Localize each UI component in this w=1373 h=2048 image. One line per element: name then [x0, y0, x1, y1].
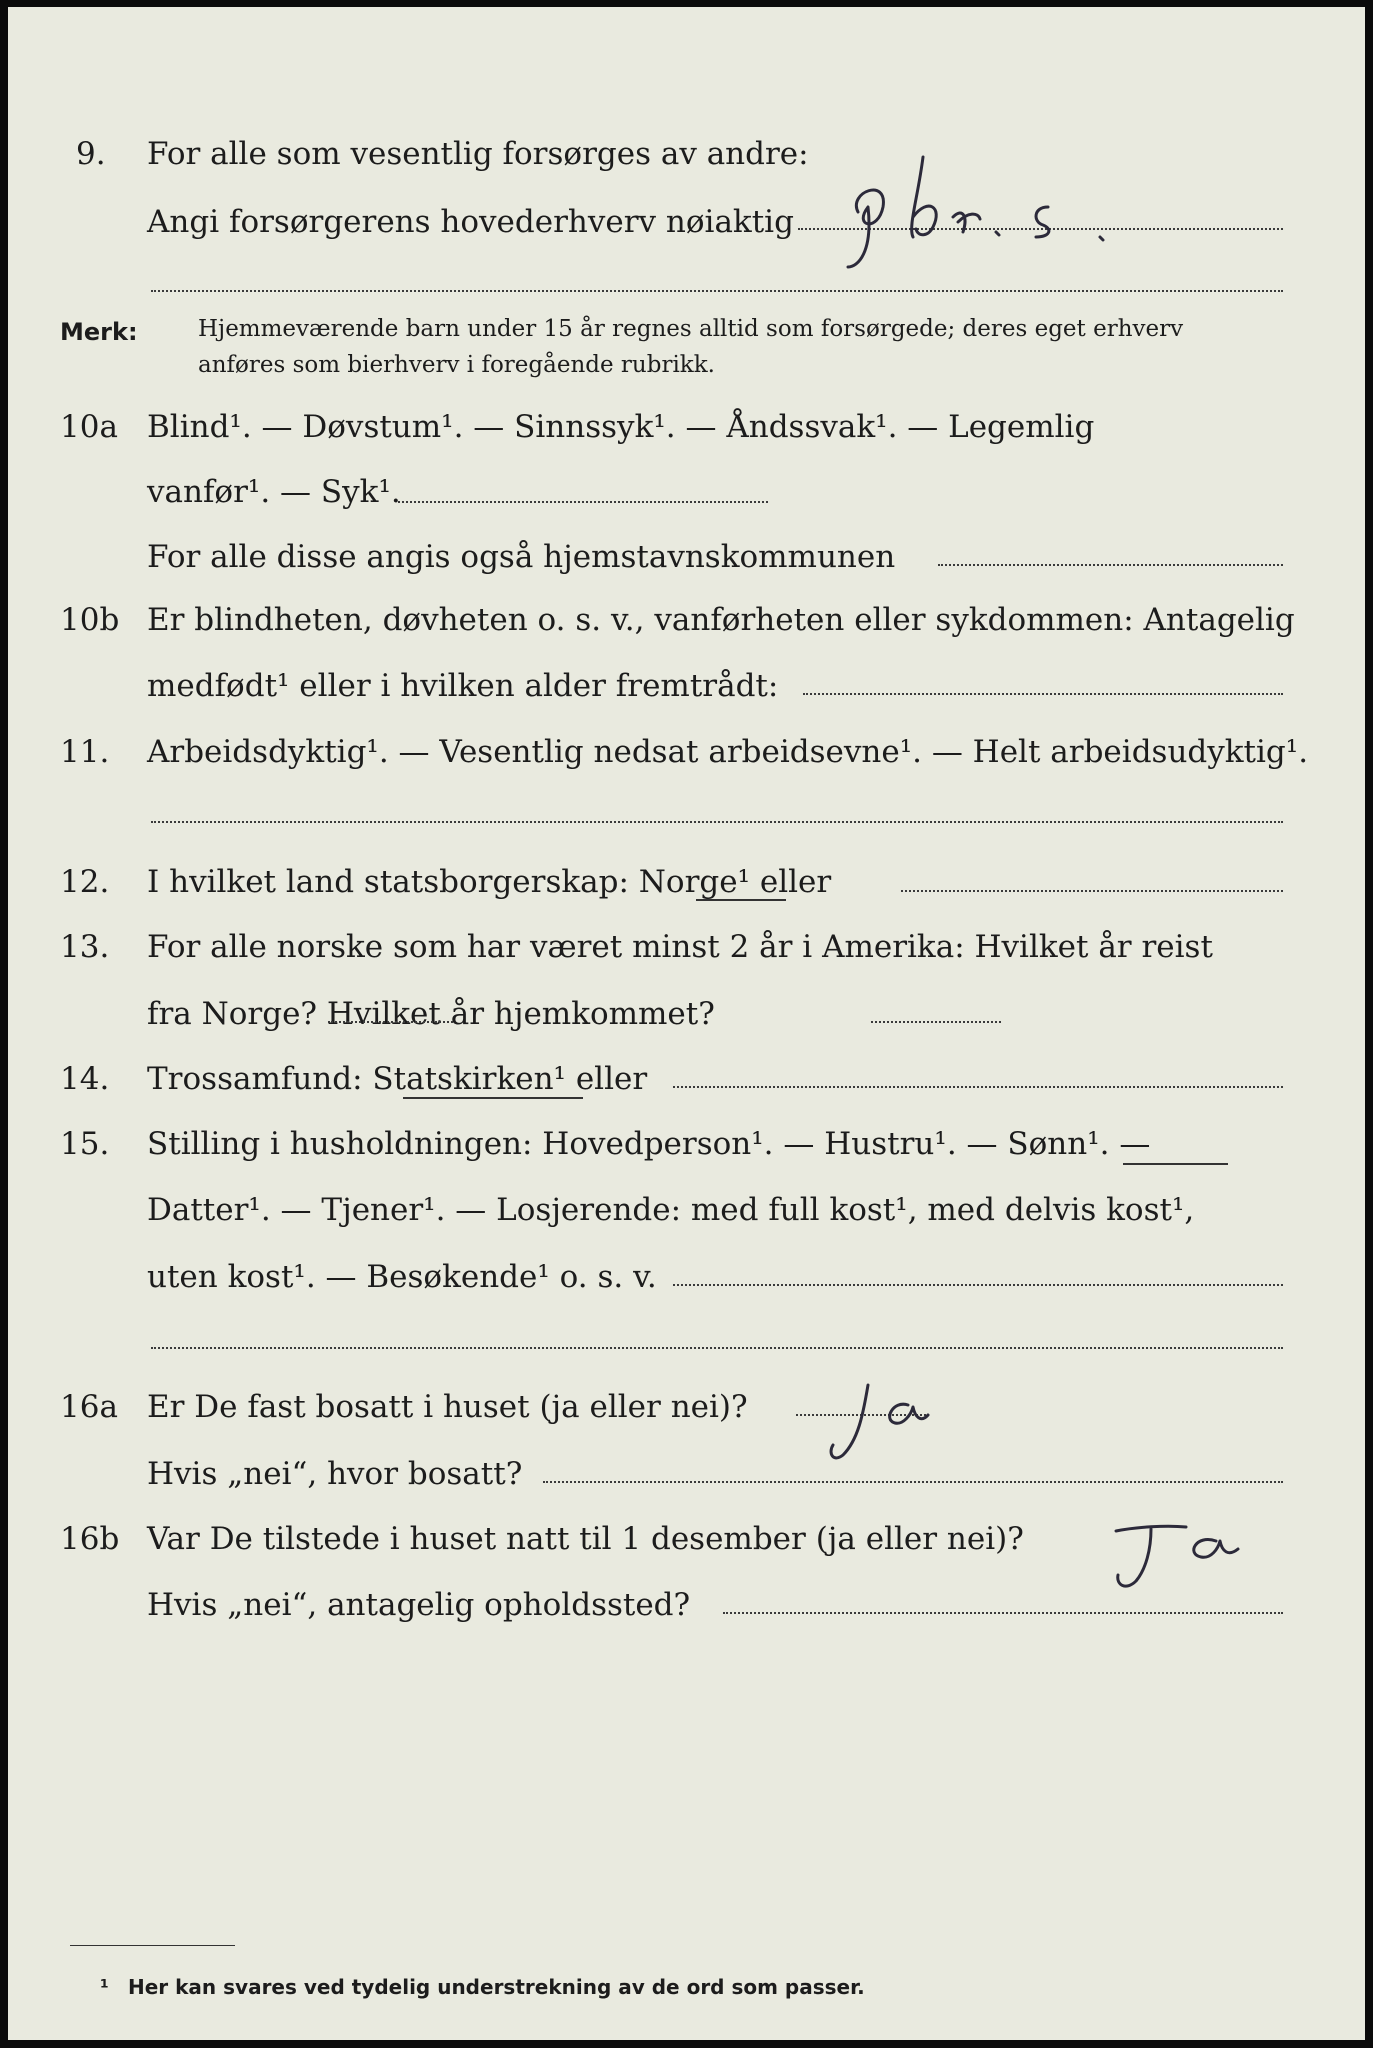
answer-line — [673, 1284, 1283, 1286]
item-number: 15. — [60, 1126, 110, 1162]
answer-line — [901, 890, 1283, 892]
item-text: For alle som vesentlig forsørges av andre: — [147, 136, 809, 172]
note-text: anføres som bierhverv i foregående rubrikk. — [198, 352, 715, 378]
answer-line — [871, 1021, 1001, 1023]
answer-line — [328, 1021, 453, 1023]
item-number: 12. — [60, 864, 110, 900]
answer-line — [543, 1481, 1283, 1483]
answer-line — [673, 1086, 1283, 1088]
item-number: 9. — [76, 136, 106, 172]
item-text: Blind¹. — Døvstum¹. — Sinnssyk¹. — Åndssvak¹. — Legemlig — [147, 409, 1095, 445]
separator-line — [151, 821, 1283, 823]
underline-mark — [696, 899, 786, 901]
separator-line — [151, 1347, 1283, 1349]
item-text: Datter¹. — Tjener¹. — Losjerende: med full kost¹, med delvis kost¹, — [147, 1192, 1195, 1228]
item-text: fra Norge? Hvilket år hjemkommet? — [147, 996, 715, 1032]
census-form-page — [8, 7, 1365, 2040]
answer-line — [803, 693, 1283, 695]
item-text: Hvis „nei“, hvor bosatt? — [147, 1456, 523, 1492]
item-text: medfødt¹ eller i hvilken alder fremtrådt: — [147, 668, 779, 704]
answer-line — [398, 501, 768, 503]
item-text: I hvilket land statsborgerskap: Norge¹ eller — [147, 864, 832, 900]
item-text: Er blindheten, døvheten o. s. v., vanførheten eller sykdommen: Antagelig — [147, 602, 1295, 638]
handwritten-answer-ja — [1096, 1509, 1266, 1599]
item-text: Er De fast bosatt i huset (ja eller nei)? — [147, 1389, 748, 1425]
underline-mark — [403, 1097, 583, 1099]
item-text: vanfør¹. — Syk¹. — [147, 474, 401, 510]
footnote-text: Her kan svares ved tydelig understrekning av de ord som passer. — [128, 1975, 865, 1999]
item-text: Var De tilstede i huset natt til 1 desember (ja eller nei)? — [147, 1521, 1024, 1557]
handwritten-answer-ja — [823, 1375, 953, 1465]
item-number: 13. — [60, 929, 110, 965]
note-text: Hjemmeværende barn under 15 år regnes alltid som forsørgede; deres eget erhverv — [198, 316, 1184, 342]
separator-line — [151, 290, 1283, 292]
item-text: Angi forsørgerens hovederhverv nøiaktig — [147, 204, 794, 240]
item-text: Trossamfund: Statskirken¹ eller — [147, 1061, 648, 1097]
item-text: uten kost¹. — Besøkende¹ o. s. v. — [147, 1259, 657, 1295]
underline-mark — [1123, 1163, 1228, 1165]
item-number: 11. — [60, 734, 110, 770]
item-number: 16a — [60, 1389, 118, 1425]
item-number: 10a — [60, 409, 118, 445]
item-number: 10b — [60, 602, 120, 638]
handwritten-answer-signature — [828, 137, 1148, 277]
item-text: Stilling i husholdningen: Hovedperson¹. — Hustru¹. — Sønn¹. — — [147, 1126, 1151, 1162]
footnote-marker: ¹ — [100, 1975, 109, 1999]
answer-line — [723, 1612, 1283, 1614]
item-number: 16b — [60, 1521, 120, 1557]
footnote-rule — [70, 1945, 235, 1946]
item-number: 14. — [60, 1061, 110, 1097]
item-text: Arbeidsdyktig¹. — Vesentlig nedsat arbeidsevne¹. — Helt arbeidsudyktig¹. — [147, 734, 1309, 770]
note-label: Merk: — [60, 318, 138, 346]
answer-line — [938, 564, 1283, 566]
item-text: Hvis „nei“, antagelig opholdssted? — [147, 1587, 691, 1623]
item-text: For alle disse angis også hjemstavnskommunen — [147, 539, 896, 575]
item-text: For alle norske som har været minst 2 år i Amerika: Hvilket år reist — [147, 929, 1213, 965]
